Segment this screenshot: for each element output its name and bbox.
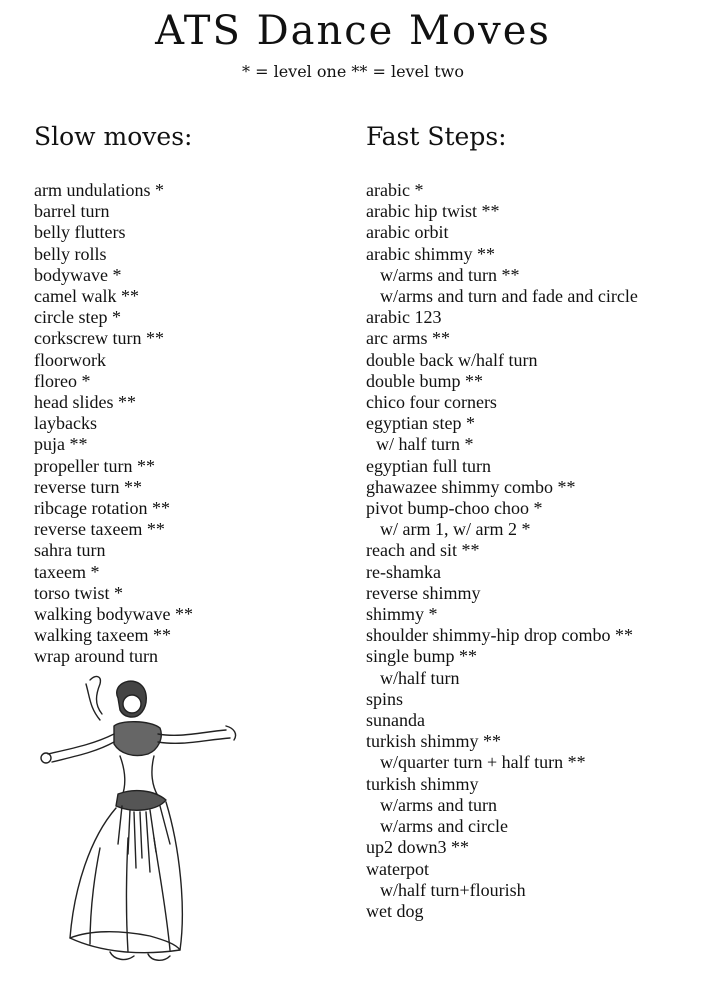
move-item: w/ half turn *: [376, 434, 474, 455]
move-item: arc arms **: [366, 328, 450, 349]
move-item: propeller turn **: [34, 455, 155, 476]
move-item: w/arms and turn **: [380, 264, 520, 285]
move-item: single bump **: [366, 646, 477, 667]
move-item: reverse turn **: [34, 476, 142, 497]
level-legend: * = level one ** = level two: [242, 62, 464, 81]
move-item: w/quarter turn + half turn **: [380, 752, 586, 773]
move-item: reverse taxeem **: [34, 519, 165, 540]
move-item: w/half turn+flourish: [380, 879, 526, 900]
move-item: bodywave *: [34, 264, 122, 285]
move-item: laybacks: [34, 413, 97, 434]
move-item: wet dog: [366, 900, 424, 921]
move-item: belly flutters: [34, 222, 126, 243]
move-item: taxeem *: [34, 561, 100, 582]
move-item: chico four corners: [366, 392, 497, 413]
move-item: belly rolls: [34, 243, 107, 264]
move-item: double bump **: [366, 370, 483, 391]
move-item: puja **: [34, 434, 88, 455]
move-item: w/arms and turn: [380, 794, 497, 815]
move-item: corkscrew turn **: [34, 328, 164, 349]
move-item: head slides **: [34, 392, 136, 413]
slow-moves-heading: Slow moves:: [34, 122, 193, 151]
move-item: re-shamka: [366, 561, 441, 582]
move-item: wrap around turn: [34, 646, 158, 667]
move-item: sahra turn: [34, 540, 106, 561]
move-item: torso twist *: [34, 582, 124, 603]
move-item: egyptian step *: [366, 413, 475, 434]
slow-moves-list: [34, 180, 193, 668]
move-item: walking taxeem **: [34, 625, 171, 646]
move-item: arabic shimmy **: [366, 243, 495, 264]
move-item: ribcage rotation **: [34, 498, 170, 519]
move-item: w/arms and circle: [380, 816, 508, 837]
move-item: camel walk **: [34, 286, 139, 307]
move-item: turkish shimmy **: [366, 731, 502, 752]
move-item: circle step *: [34, 307, 121, 328]
move-item: sunanda: [366, 710, 425, 731]
move-item: shimmy *: [366, 604, 438, 625]
move-item: egyptian full turn: [366, 455, 491, 476]
move-item: floreo *: [34, 370, 91, 391]
move-item: ghawazee shimmy combo **: [366, 476, 576, 497]
move-item: pivot bump-choo choo *: [366, 498, 543, 519]
move-item: turkish shimmy: [366, 773, 479, 794]
move-item: reach and sit **: [366, 540, 480, 561]
move-item: waterpot: [366, 858, 429, 879]
move-item: walking bodywave **: [34, 604, 193, 625]
move-item: arabic 123: [366, 307, 442, 328]
move-item: w/half turn: [380, 667, 460, 688]
move-item: w/arms and turn and fade and circle: [380, 286, 638, 307]
move-item: shoulder shimmy-hip drop combo **: [366, 625, 633, 646]
move-item: floorwork: [34, 349, 106, 370]
fast-steps-list: [366, 180, 638, 922]
belly-dancer-illustration: [30, 668, 260, 968]
move-item: double back w/half turn: [366, 349, 538, 370]
move-item: arm undulations *: [34, 180, 164, 200]
fast-steps-heading: Fast Steps:: [366, 122, 507, 151]
move-item: spins: [366, 688, 404, 709]
move-item: barrel turn: [34, 201, 110, 222]
move-item: arabic *: [366, 180, 424, 200]
move-item: arabic orbit: [366, 222, 449, 243]
move-item: arabic hip twist **: [366, 201, 500, 222]
page-title: ATS Dance Moves: [155, 8, 551, 54]
move-item: up2 down3 **: [366, 837, 469, 858]
move-item: w/ arm 1, w/ arm 2 *: [380, 519, 531, 540]
move-item: reverse shimmy: [366, 582, 481, 603]
